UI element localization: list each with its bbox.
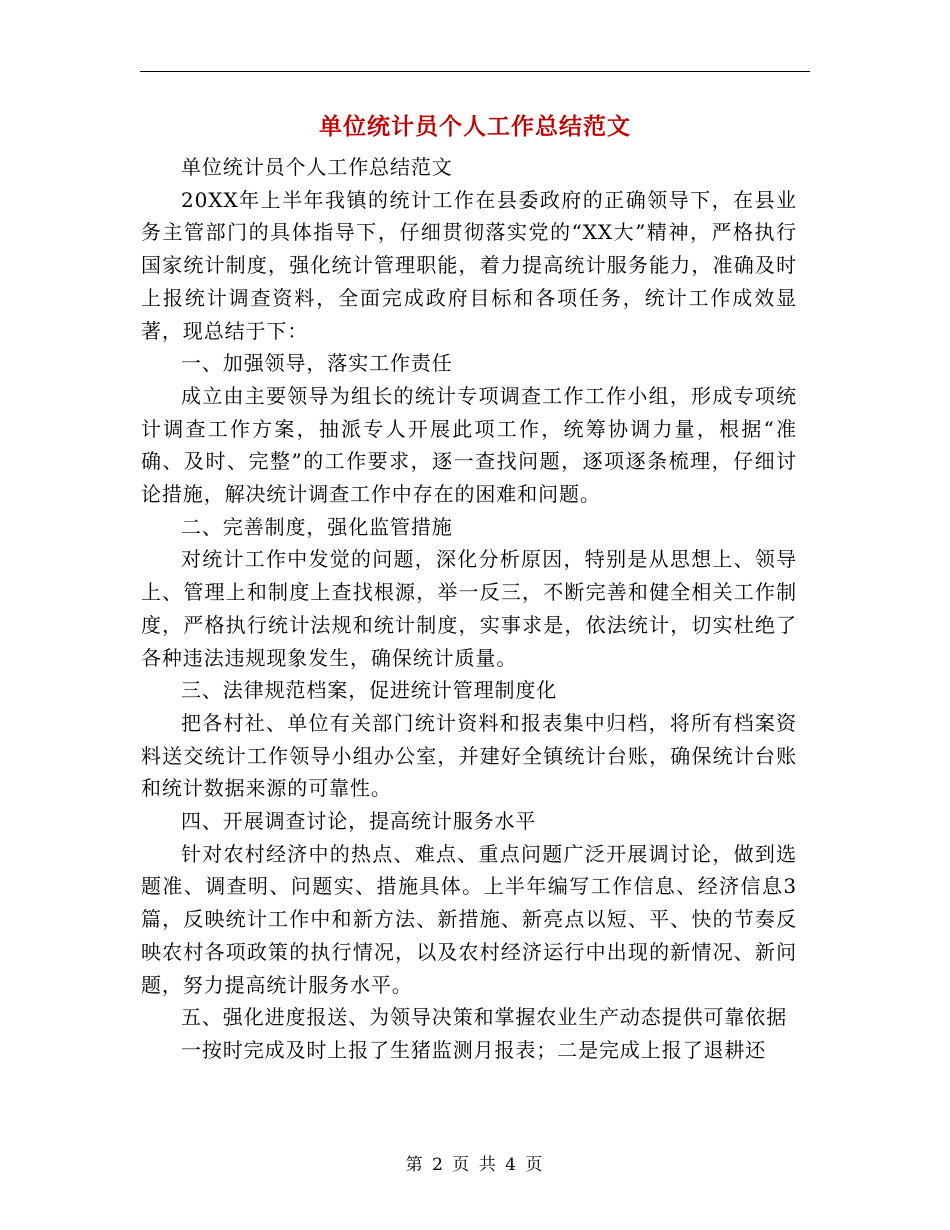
page-number-footer: 第 2 页 共 4 页: [405, 1155, 545, 1175]
section-heading-1: 一、加强领导，落实工作责任: [181, 351, 453, 376]
paragraph-section-5: 一按时完成及时上报了生猪监测月报表；二是完成上报了退耕还: [181, 1037, 767, 1062]
paragraph-section-1: 成立由主要领导为组长的统计专项调查工作工作小组，形成专项统计调查工作方案，抽派专人开展此项工作，统筹协调力量，根据“准确、及时、完整”的工作要求，逐一查找问题，逐项逐条梳理，仔细讨论措施，解决统计调查工作中存在的困难和问题。: [141, 383, 797, 507]
section-heading-3: 三、法律规范档案，促进统计管理制度化: [181, 678, 558, 703]
paragraph-subtitle: 单位统计员个人工作总结范文: [181, 155, 453, 179]
section-heading-2: 二、完善制度，强化监管措施: [181, 514, 453, 539]
paragraph-intro: 20XX年上半年我镇的统计工作在县委政府的正确领导下，在县业务主管部门的具体指导下，仔细贯彻落实党的“XX大”精神，严格执行国家统计制度，强化统计管理职能，着力提高统计服务能力，准确及时上报统计调查资料，全面完成政府目标和各项任务，统计工作成效显著，现总结于下：: [141, 187, 797, 343]
section-heading-5: 五、强化进度报送、为领导决策和掌握农业生产动态提供可靠依据: [181, 1005, 788, 1030]
section-heading-4: 四、开展调查讨论，提高统计服务水平: [181, 809, 537, 834]
header-rule: [140, 71, 810, 72]
paragraph-section-4: 针对农村经济中的热点、难点、重点问题广泛开展调讨论，做到选题准、调查明、问题实、措施具体。上半年编写工作信息、经济信息3篇，反映统计工作中和新方法、新措施、新亮点以短、平、快的节奏反映农村各项政策的执行情况，以及农村经济运行中出现的新情况、新问题，努力提高统计服务水平。: [141, 841, 797, 997]
paragraph-section-2: 对统计工作中发觉的问题，深化分析原因，特别是从思想上、领导上、管理上和制度上查找根源，举一反三，不断完善和健全相关工作制度，严格执行统计法规和统计制度，实事求是，依法统计，切实杜绝了各种违法违规现象发生，确保统计质量。: [141, 547, 797, 670]
document-title: 单位统计员个人工作总结范文: [319, 113, 631, 140]
document-body: [141, 151, 797, 1067]
paragraph-section-3: 把各村社、单位有关部门统计资料和报表集中归档，将所有档案资料送交统计工作领导小组办公室，并建好全镇统计台账，确保统计台账和统计数据来源的可靠性。: [141, 710, 797, 801]
